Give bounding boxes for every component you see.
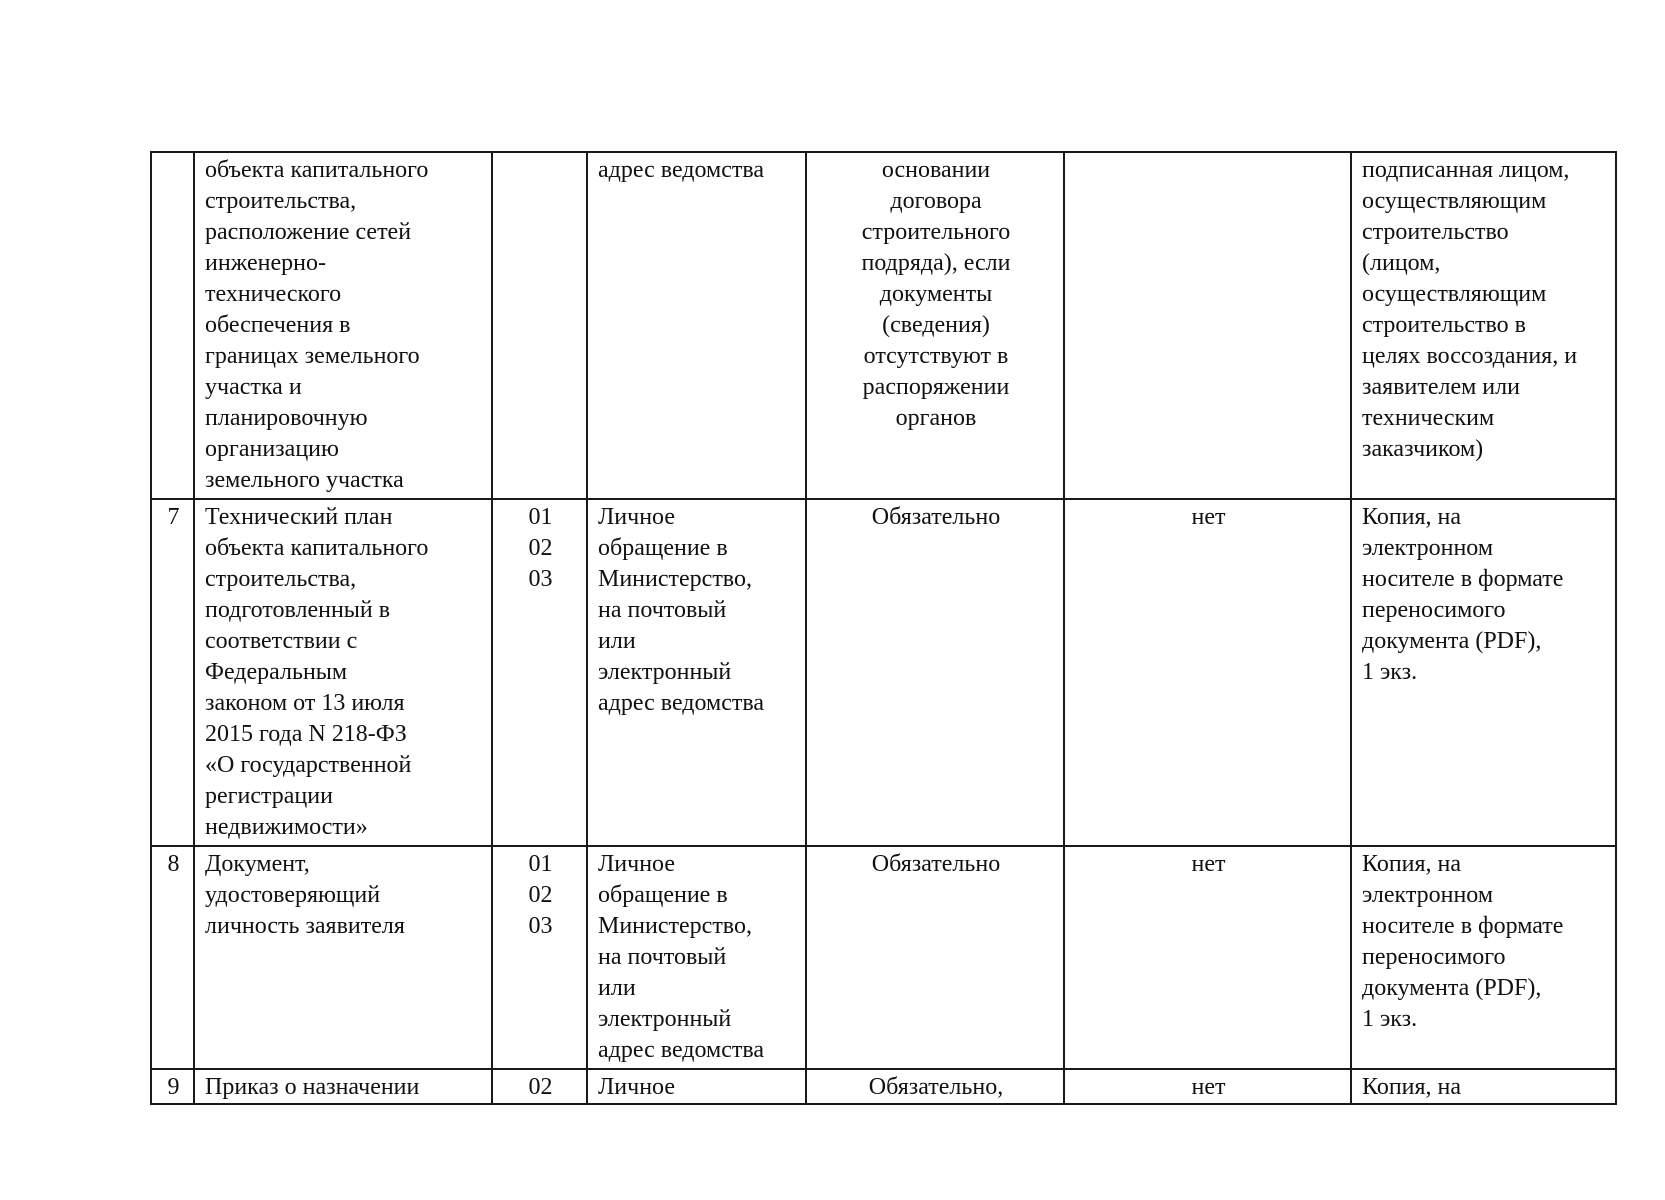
document-name-line: 2015 года N 218-ФЗ xyxy=(205,721,407,747)
document-form-line: (лицом, xyxy=(1362,250,1441,276)
requirement-line: договора xyxy=(890,188,982,214)
code-value: 02 xyxy=(528,535,553,561)
document-name-cell xyxy=(194,846,492,1069)
document-form-line: заявителем или xyxy=(1362,374,1520,400)
document-form-line: носителе в формате xyxy=(1362,913,1564,939)
requirement-line: основании xyxy=(881,157,991,183)
submission-method-cell xyxy=(587,499,806,846)
table-row xyxy=(151,499,1616,846)
document-name-line: организацию xyxy=(205,436,339,462)
row-number xyxy=(151,1069,194,1104)
document-name-line: Технический план xyxy=(205,504,393,530)
dependency-cell xyxy=(1064,499,1351,846)
document-name-line: недвижимости» xyxy=(205,814,368,840)
submission-method-line: на почтовый xyxy=(598,944,727,970)
requirement-cell xyxy=(806,152,1064,499)
document-form-line: заказчиком) xyxy=(1362,436,1484,462)
submission-method-line: электронный xyxy=(598,1006,732,1032)
document-name-line: «О государственной xyxy=(205,752,412,778)
document-form-line: техническим xyxy=(1362,405,1495,431)
document-name-line: технического xyxy=(205,281,342,307)
requirement-line: (сведения) xyxy=(882,312,990,338)
document-name-line: строительства, xyxy=(205,188,357,214)
codes-cell xyxy=(492,499,587,846)
document-form-line: носителе в формате xyxy=(1362,566,1564,592)
submission-method-line: или xyxy=(598,628,636,654)
table-body xyxy=(151,152,1616,1104)
submission-method-line: Личное xyxy=(598,504,675,530)
submission-method-line: адрес ведомства xyxy=(598,157,765,183)
document-form-line: Копия, на xyxy=(1362,851,1462,877)
submission-method-cell xyxy=(587,1069,806,1104)
document-name-line: расположение сетей xyxy=(205,219,412,245)
document-name-line: удостоверяющий xyxy=(205,882,381,908)
row-number-text: 8 xyxy=(167,851,180,877)
dependency-cell xyxy=(1064,1069,1351,1104)
requirement-line: отсутствуют в xyxy=(863,343,1009,369)
row-number-text: 9 xyxy=(167,1074,180,1100)
document-form-line: документа (PDF), xyxy=(1362,975,1542,1001)
document-name-line: обеспечения в xyxy=(205,312,351,338)
submission-method-line: обращение в xyxy=(598,882,728,908)
document-form-cell xyxy=(1351,1069,1616,1104)
document-form-cell xyxy=(1351,846,1616,1069)
document-name-cell xyxy=(194,1069,492,1104)
dependency-cell xyxy=(1064,152,1351,499)
requirement-line: документы xyxy=(879,281,993,307)
submission-method-line: адрес ведомства xyxy=(598,1037,765,1063)
codes-cell xyxy=(492,846,587,1069)
document-form-line: осуществляющим xyxy=(1362,188,1547,214)
code-value: 01 xyxy=(528,504,553,530)
code-value: 02 xyxy=(528,1074,553,1100)
submission-method-line: Министерство, xyxy=(598,566,752,592)
document-form-cell xyxy=(1351,152,1616,499)
code-value: 03 xyxy=(528,566,553,592)
submission-method-cell xyxy=(587,846,806,1069)
document-name-line: объекта капитального xyxy=(205,157,429,183)
document-form-line: строительство в xyxy=(1362,312,1526,338)
document-name-line: объекта капитального xyxy=(205,535,429,561)
document-form-line: электронном xyxy=(1362,882,1494,908)
document-form-line: Копия, на xyxy=(1362,1074,1462,1100)
requirement-cell xyxy=(806,1069,1064,1104)
row-number xyxy=(151,846,194,1069)
document-form-line: переносимого xyxy=(1362,944,1506,970)
row-number xyxy=(151,499,194,846)
document-name-line: строительства, xyxy=(205,566,357,592)
requirement-line: Обязательно xyxy=(871,504,1001,530)
document-name-line: подготовленный в xyxy=(205,597,391,623)
submission-method-line: на почтовый xyxy=(598,597,727,623)
document-name-line: соответствии с xyxy=(205,628,358,654)
dependency-cell xyxy=(1064,846,1351,1069)
requirement-line: органов xyxy=(895,405,977,431)
document-name-line: Федеральным xyxy=(205,659,348,685)
document-name-line: законом от 13 июля xyxy=(205,690,405,716)
code-value: 02 xyxy=(528,882,553,908)
document-name-cell xyxy=(194,152,492,499)
submission-method-cell xyxy=(587,152,806,499)
submission-method-line: адрес ведомства xyxy=(598,690,765,716)
document-form-line: осуществляющим xyxy=(1362,281,1547,307)
document-name-line: планировочную xyxy=(205,405,368,431)
row-number-text: 7 xyxy=(167,504,180,530)
dependency-value: нет xyxy=(1191,1074,1226,1100)
requirement-line: Обязательно, xyxy=(868,1074,1004,1100)
requirement-line: распоряжении xyxy=(862,374,1010,400)
document-form-line: документа (PDF), xyxy=(1362,628,1542,654)
document-form-line: 1 экз. xyxy=(1362,1006,1418,1032)
document-name-line: Приказ о назначении xyxy=(205,1074,420,1100)
codes-cell xyxy=(492,152,587,499)
requirement-cell xyxy=(806,499,1064,846)
submission-method-line: Министерство, xyxy=(598,913,752,939)
dependency-value: нет xyxy=(1191,851,1226,877)
submission-method-line: или xyxy=(598,975,636,1001)
submission-method-line: Личное xyxy=(598,1074,675,1100)
requirement-line: Обязательно xyxy=(871,851,1001,877)
document-form-line: строительство xyxy=(1362,219,1509,245)
code-value: 01 xyxy=(528,851,553,877)
document-form-cell xyxy=(1351,499,1616,846)
table-row xyxy=(151,152,1616,499)
requirement-line: строительного xyxy=(861,219,1011,245)
document-name-line: личность заявителя xyxy=(205,913,405,939)
submission-method-line: Личное xyxy=(598,851,675,877)
document-form-line: Копия, на xyxy=(1362,504,1462,530)
requirement-cell xyxy=(806,846,1064,1069)
table-row xyxy=(151,1069,1616,1104)
document-form-line: 1 экз. xyxy=(1362,659,1418,685)
submission-method-line: электронный xyxy=(598,659,732,685)
document-form-line: электронном xyxy=(1362,535,1494,561)
document-form-line: переносимого xyxy=(1362,597,1506,623)
documents-table xyxy=(150,151,1617,1105)
dependency-value: нет xyxy=(1191,504,1226,530)
document-name-line: инженерно- xyxy=(205,250,326,276)
requirement-line: подряда), если xyxy=(861,250,1011,276)
document-name-line: земельного участка xyxy=(205,467,404,493)
row-number xyxy=(151,152,194,499)
document-name-line: регистрации xyxy=(205,783,333,809)
document-form-line: целях воссоздания, и xyxy=(1362,343,1578,369)
document-name-line: Документ, xyxy=(205,851,310,877)
table-row xyxy=(151,846,1616,1069)
document-name-line: границах земельного xyxy=(205,343,420,369)
codes-cell xyxy=(492,1069,587,1104)
document-form-line: подписанная лицом, xyxy=(1362,157,1570,183)
document-name-cell xyxy=(194,499,492,846)
submission-method-line: обращение в xyxy=(598,535,728,561)
document-name-line: участка и xyxy=(205,374,302,400)
code-value: 03 xyxy=(528,913,553,939)
